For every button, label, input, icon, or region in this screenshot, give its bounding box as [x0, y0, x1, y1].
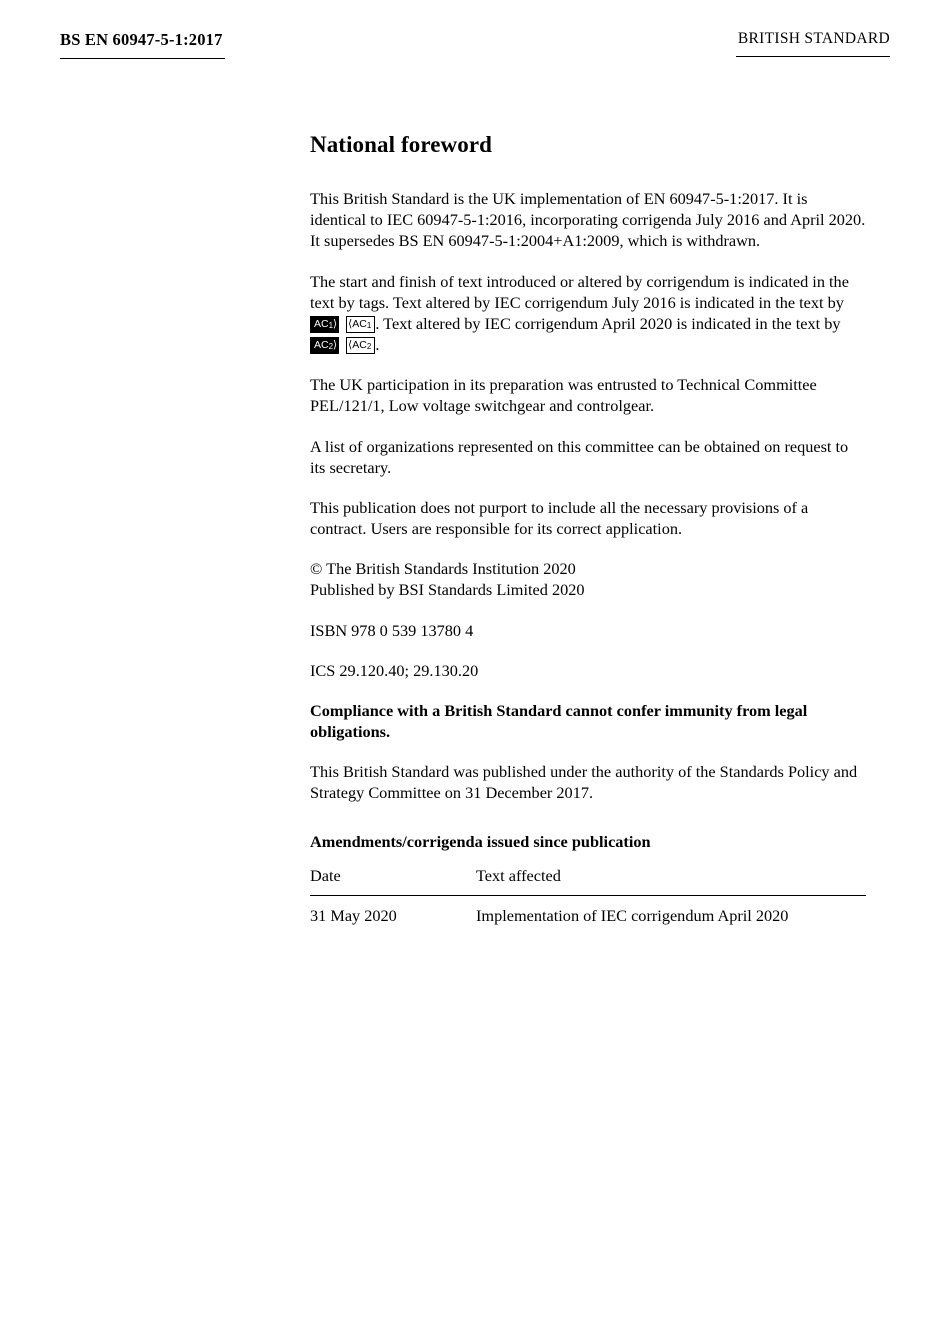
copyright-line: © The British Standards Institution 2020 [310, 559, 576, 579]
table-row [310, 895, 866, 926]
corrigendum-text-part-1: The start and finish of text introduced or altered by corrigendum is indicated in the text by tags. Text altered by IEC corrigendum July 2016 is indicated in the text by [310, 271, 849, 312]
column-header-text-affected: Text affected [476, 866, 866, 896]
paragraph-uk-participation: The UK participation in its preparation was entrusted to Technical Committee PEL/121/1, Low voltage switchgear and controlgear. [310, 375, 817, 416]
corrigendum-text-part-2: . Text altered by IEC corrigendum April 2020 is indicated in the text by [375, 313, 841, 333]
ics-line: ICS 29.120.40; 29.130.20 [310, 660, 479, 680]
page-header [60, 30, 890, 64]
authority-statement: This British Standard was published under the authority of the Standards Policy and Strategy Committee on 31 December 2017. [310, 762, 858, 803]
corrigendum-text-part-3: . [375, 335, 380, 355]
paragraph-implementation: This British Standard is the UK implementation of EN 60947-5-1:2017. It is identical to IEC 60947-5-1:2016, incorporating corrigenda July 2016 and April 2020. It supersedes BS EN 60947-5-1:2004+A1:2009, which is withdrawn. [310, 189, 866, 251]
paragraph-disclaimer: This publication does not purport to include all the necessary provisions of a contract. Users are responsible for its correct application. [310, 497, 809, 539]
ac1-open-tag-icon: AC1⟩ [310, 316, 339, 333]
publisher-line: Published by BSI Standards Limited 2020 [310, 580, 585, 600]
isbn-line: ISBN 978 0 539 13780 4 [310, 620, 474, 640]
ac1-close-tag-icon: ⟨AC1 [346, 316, 375, 333]
document-type-label: BRITISH STANDARD [736, 30, 890, 57]
amendment-date: 31 May 2020 [310, 905, 397, 925]
standard-number: BS EN 60947-5-1:2017 [60, 30, 225, 59]
ac2-close-tag-icon: ⟨AC2 [346, 337, 375, 354]
amendment-text: Implementation of IEC corrigendum April 2020 [476, 905, 789, 925]
amendments-heading: Amendments/corrigenda issued since publication [310, 831, 651, 851]
foreword-content [310, 132, 866, 926]
column-header-date: Date [310, 866, 476, 896]
ac2-open-tag-icon: AC2⟩ [310, 337, 339, 354]
amendments-table [310, 866, 866, 926]
compliance-statement: Compliance with a British Standard cannot confer immunity from legal obligations. [310, 700, 808, 742]
paragraph-organizations: A list of organizations represented on this committee can be obtained on request to its secretary. [310, 436, 849, 477]
paragraph-corrigendum-tags [310, 271, 866, 356]
page-title: National foreword [310, 132, 493, 157]
table-header-row [310, 866, 866, 896]
